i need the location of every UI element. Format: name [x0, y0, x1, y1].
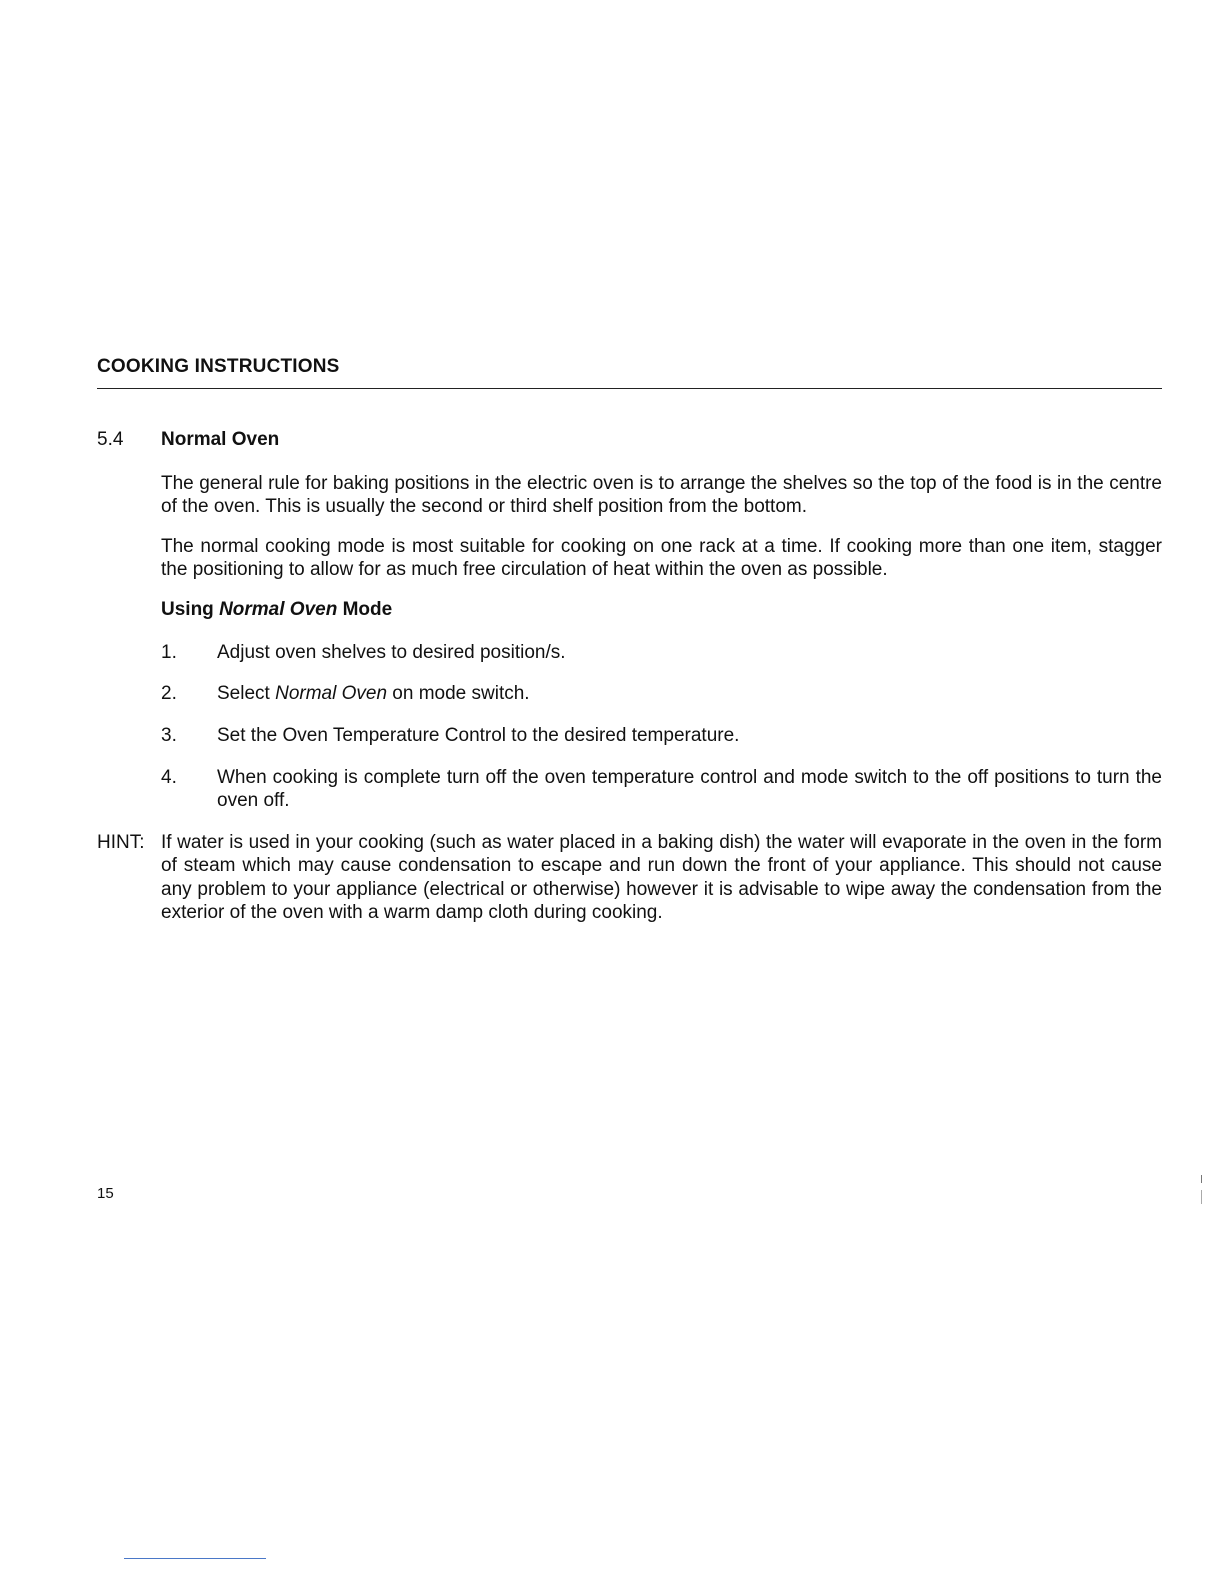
subheading-suffix: Mode	[337, 599, 393, 620]
step-text: When cooking is complete turn off the oven temperature control and mode switch to the off positions to turn the oven off.	[217, 767, 1162, 811]
section-number: 5.4	[97, 429, 124, 450]
step-number: 2.	[161, 683, 177, 704]
step-text-emphasis: Normal Oven	[275, 683, 388, 704]
page-header-title: COOKING INSTRUCTIONS	[97, 356, 340, 377]
list-item	[161, 641, 1162, 664]
bottom-scan-line	[124, 1558, 266, 1559]
paragraph-shelf-positions: The general rule for baking positions in the electric oven is to arrange the shelves so the top of the food is in the centre of the oven. This is usually the second or third shelf position from the bottom.	[161, 473, 1162, 517]
hint-label: HINT:	[97, 832, 145, 853]
header-divider	[97, 388, 1162, 389]
list-item	[161, 682, 1162, 705]
scan-artifact-mark	[1201, 1190, 1202, 1204]
section-title: Normal Oven	[161, 429, 280, 450]
hint-block	[97, 831, 1162, 924]
list-item	[161, 766, 1162, 812]
step-text-after: on mode switch.	[387, 683, 530, 704]
step-number: 1.	[161, 642, 177, 663]
hint-text: If water is used in your cooking (such as water placed in a baking dish) the water will evaporate in the oven in the form of steam which may cause condensation to escape and run down the front of your appliance. This should not cause any problem to your appliance (electrical or otherwise) however it is advisable to wipe away the condensation from the exterior of the oven with a warm damp cloth during cooking.	[161, 832, 1162, 923]
step-number: 3.	[161, 725, 177, 746]
step-number: 4.	[161, 767, 177, 788]
subheading-emphasis: Normal Oven	[219, 599, 338, 620]
step-text-before: Select	[217, 683, 276, 704]
scan-artifact-mark	[1201, 1175, 1202, 1183]
page-number: 15	[97, 1185, 114, 1202]
subheading-prefix: Using	[161, 599, 220, 620]
step-text: Set the Oven Temperature Control to the desired temperature.	[217, 725, 740, 746]
paragraph-cooking-mode: The normal cooking mode is most suitable for cooking on one rack at a time. If cooking more than one item, stagger the positioning to allow for as much free circulation of heat within the oven as possible.	[161, 536, 1162, 580]
step-text	[217, 682, 1162, 705]
step-text: Adjust oven shelves to desired position/s.	[217, 642, 566, 663]
subheading-using-mode	[161, 599, 392, 621]
list-item	[161, 724, 1162, 747]
